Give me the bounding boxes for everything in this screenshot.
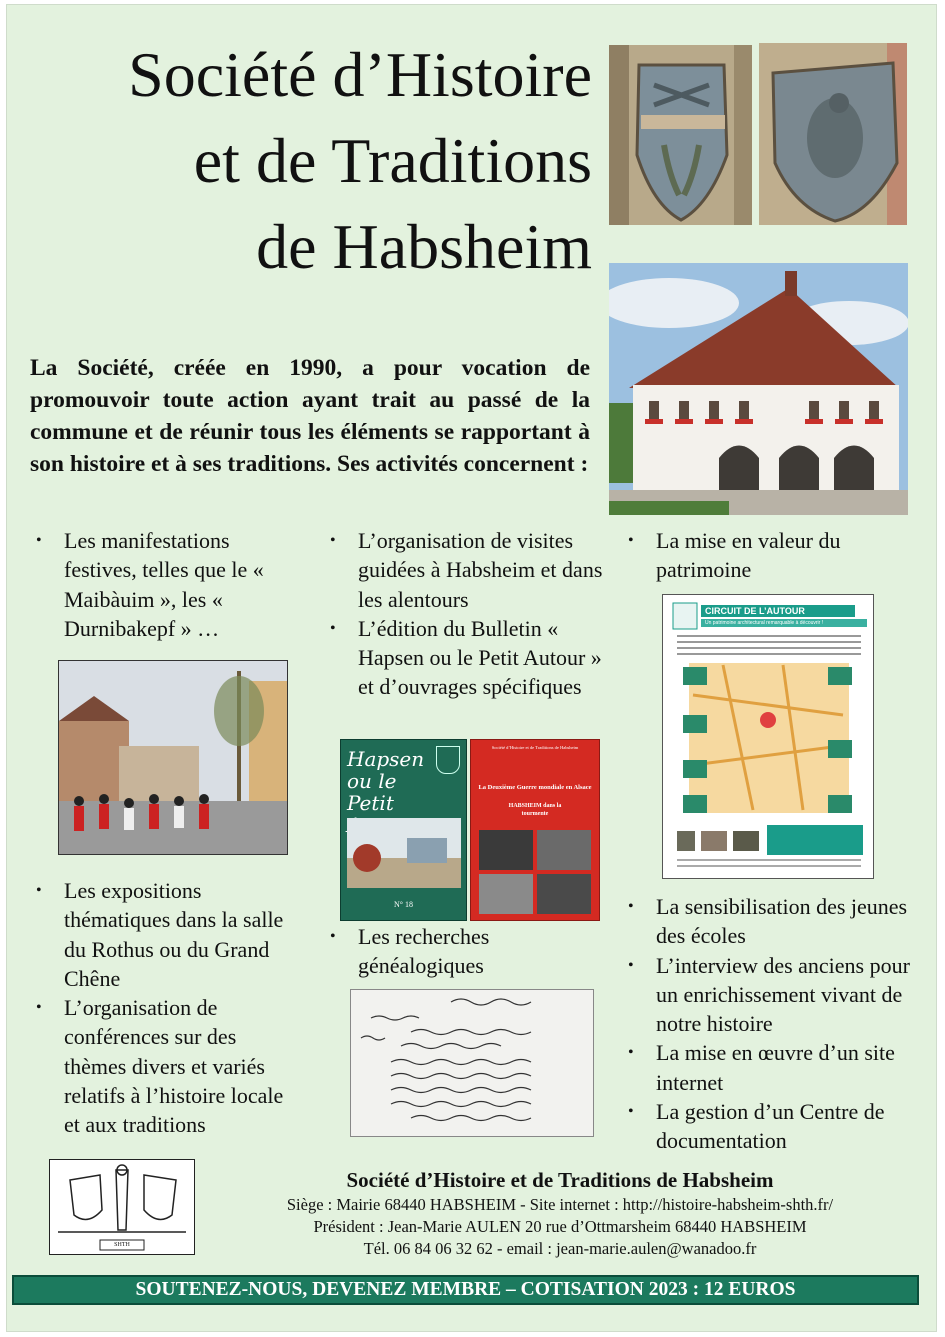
bulletin-title: Hapsen ou le Petit [347, 747, 425, 815]
footer-title: Société d’Histoire et de Traditions de Habsheim [346, 1168, 774, 1192]
activities-col2-top [330, 526, 615, 702]
activity-item: • L’organisation de visites guidées à Habsheim et dans les alentours [330, 526, 615, 614]
activity-item: • La sensibilisation des jeunes des écoles [628, 892, 913, 951]
activities-col3-top [628, 526, 908, 585]
book-photos [479, 830, 593, 914]
coat-of-arms-photo-left [609, 45, 752, 225]
crest-icon [436, 746, 460, 774]
activity-item: • Les recherches généalogiques [330, 922, 615, 981]
activities-col1-bottom [36, 876, 298, 1140]
title-line-3: de Habsheim [256, 211, 592, 282]
membership-banner: SOUTENEZ-NOUS, DEVENEZ MEMBRE – COTISATION 2023 : 12 EUROS [12, 1275, 919, 1305]
festival-photo [58, 660, 288, 855]
town-hall-photo [609, 263, 908, 515]
bulletin-number: N° 18 [394, 900, 413, 909]
activity-item: • L’édition du Bulletin « Hapsen ou le Petit Autour » et d’ouvrages spécifiques [330, 614, 615, 702]
activity-item: • La mise en valeur du patrimoine [628, 526, 908, 585]
footer-president: Président : Jean-Marie AULEN 20 rue d’Ottmarsheim 68440 HABSHEIM [313, 1217, 807, 1236]
title-line-2: et de Traditions [193, 125, 592, 196]
activity-item: • La mise en œuvre d’un site internet [628, 1038, 913, 1097]
coat-of-arms-photo-right [759, 43, 907, 225]
activities-col3-bottom [628, 892, 913, 1156]
activities-col1-top [36, 526, 298, 643]
footer-contact: Tél. 06 84 06 32 62 - email : jean-marie.aulen@wanadoo.fr [363, 1239, 757, 1258]
book-header: Société d’Histoire et de Traditions de Habsheim [491, 745, 579, 750]
circuit-title: CIRCUIT DE L’AUTOUR [701, 605, 855, 617]
book-title: La Deuxième Guerre mondiale en Alsace [478, 784, 592, 791]
circuit-leaflet [662, 594, 874, 879]
logo-text: SHTH [114, 1242, 130, 1248]
title-line-1: Société d’Histoire [128, 39, 592, 110]
society-logo [49, 1159, 195, 1255]
activity-item: • L’organisation de conférences sur des thèmes divers et variés relatifs à l’histoire locale et aux traditions [36, 993, 298, 1139]
book-cover-ww2 [470, 739, 600, 921]
activities-col2-bottom [330, 922, 615, 981]
genealogy-document-photo [350, 989, 594, 1137]
book-subtitle: HABSHEIM dans la tourmente [508, 803, 562, 817]
bulletin-illustration [347, 818, 461, 888]
footer-address: Siège : Mairie 68440 HABSHEIM - Site internet : http://histoire-habsheim-shth.fr/ [286, 1195, 834, 1214]
page-title [32, 32, 592, 290]
intro-paragraph: La Société, créée en 1990, a pour vocation de promouvoir toute action ayant trait au passé de la commune et de réunir tous les éléments se rapportant à son histoire et à ses traditions. Ses activités concernent : [30, 355, 590, 477]
activity-item: • Les manifestations festives, telles que le « Maibàuim », les « Durnibakepf » … [36, 526, 298, 643]
circuit-subtitle: Un patrimoine architectural remarquable à découvrir ! [701, 619, 867, 627]
bulletin-cover-hapsen [340, 739, 467, 921]
activity-item: • L’interview des anciens pour un enrichissement vivant de notre histoire [628, 951, 913, 1039]
activity-item: • La gestion d’un Centre de documentation [628, 1097, 913, 1156]
activity-item: • Les expositions thématiques dans la salle du Rothus ou du Grand Chêne [36, 876, 298, 993]
